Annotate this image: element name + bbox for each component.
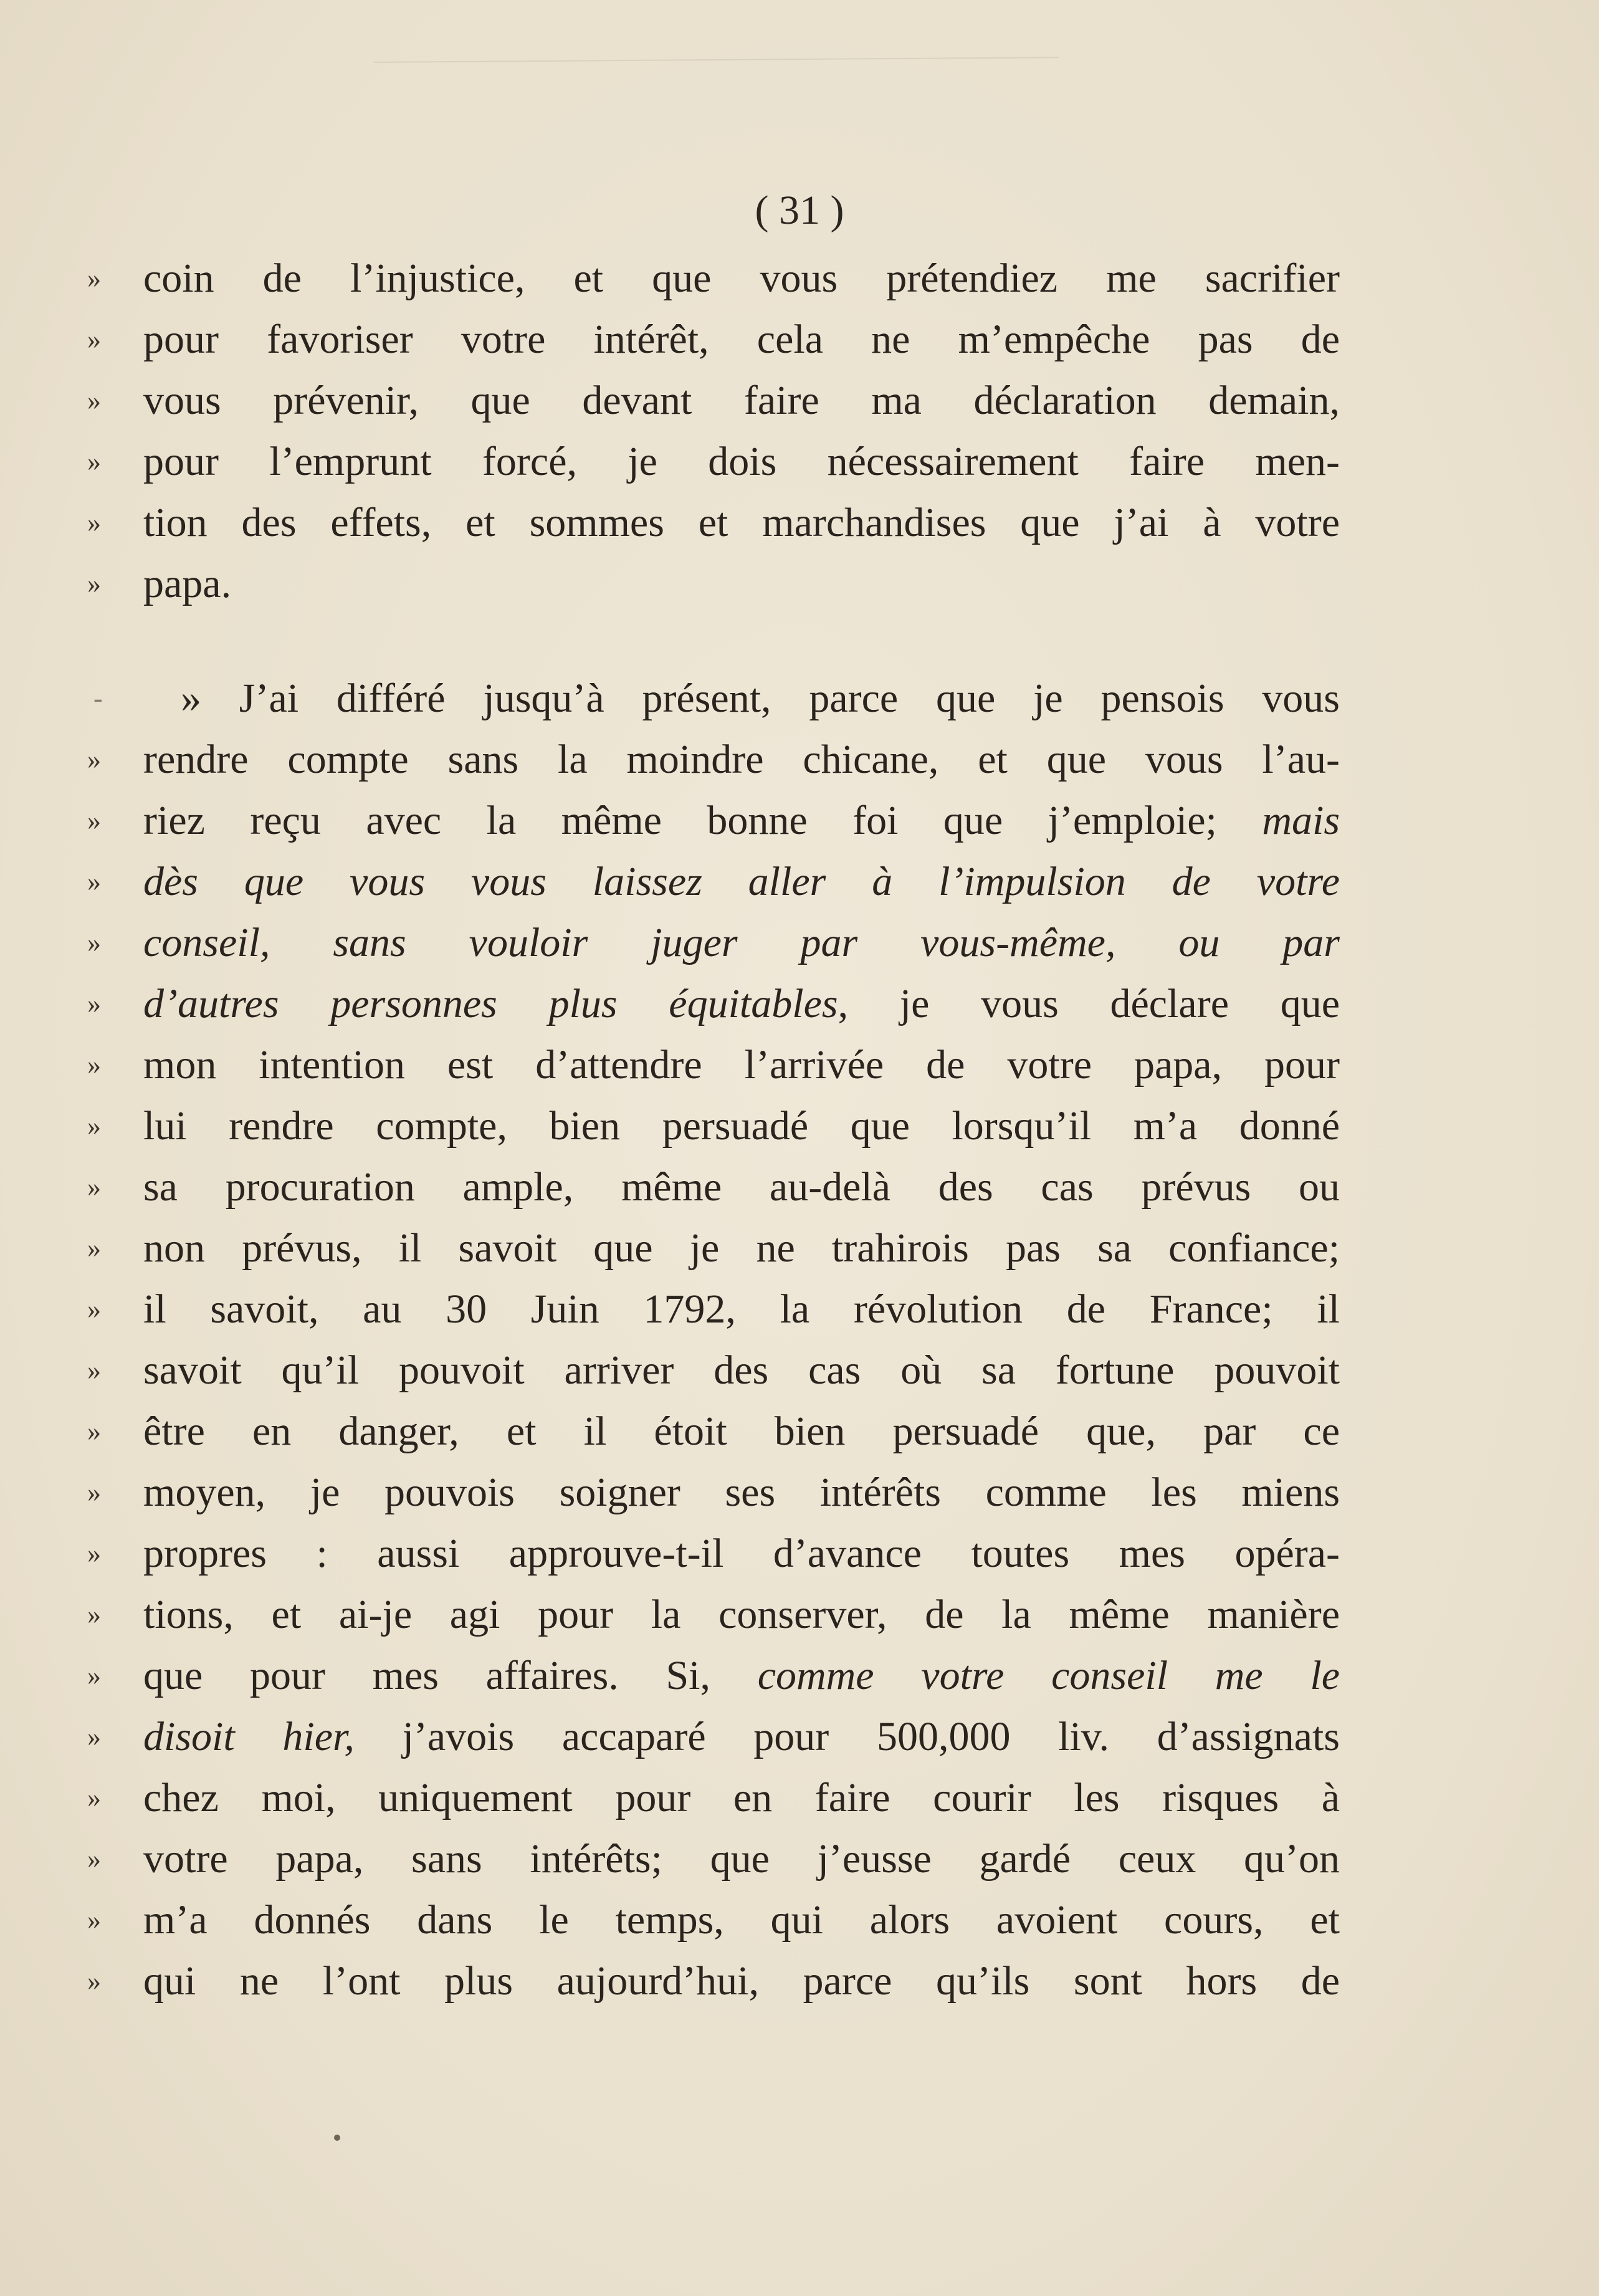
quote-mark: » <box>87 1233 101 1263</box>
text-line <box>87 1096 1340 1157</box>
quote-mark: » <box>87 1844 101 1874</box>
quote-mark: » <box>87 927 101 958</box>
italic-text: d’autres personnes plus équitables <box>143 981 838 1026</box>
text-line <box>87 309 1340 370</box>
text-line <box>87 553 1340 615</box>
quote-mark: » <box>87 1111 101 1141</box>
quote-mark: » <box>87 385 101 416</box>
body-text <box>87 248 1340 2012</box>
text-line <box>87 1279 1340 1340</box>
quote-mark: » <box>87 1721 101 1752</box>
text-line <box>87 973 1340 1035</box>
quote-mark: » <box>87 866 101 897</box>
italic-text: comme votre conseil me le <box>757 1653 1340 1698</box>
text-line <box>87 1951 1340 2012</box>
quote-mark: » <box>87 744 101 775</box>
line-text <box>143 912 1340 973</box>
line-text: mon intention est d’attendre l’arrivée de votre papa, pour <box>143 1042 1340 1088</box>
quote-mark: » <box>87 1538 101 1569</box>
italic-text: mais <box>1262 798 1340 843</box>
italic-text: conseil, sans vouloir juger par vous-même, ou par <box>143 920 1340 965</box>
line-text: tions, et ai-je agi pour la conserver, de la même manière <box>143 1592 1340 1637</box>
quote-mark: » <box>87 1416 101 1447</box>
text-line <box>87 431 1340 492</box>
page-number: ( 31 ) <box>755 188 844 233</box>
line-text: non prévus, il savoit que je ne trahirois pas sa confiance; <box>143 1225 1340 1271</box>
line-text: coin de l’injustice, et que vous prétendiez me sacrifier <box>143 256 1340 301</box>
line-text: propres : aussi approuve-t-il d’avance toutes mes opéra- <box>143 1531 1340 1576</box>
text-line <box>87 1645 1340 1706</box>
quote-mark: » <box>87 1599 101 1630</box>
roman-text: riez reçu avec la même bonne foi que j’emploie; <box>143 798 1217 843</box>
quote-mark: » <box>87 1782 101 1813</box>
text-line <box>87 1218 1340 1279</box>
line-text: votre papa, sans intérêts; que j’eusse gardé ceux qu’on <box>143 1836 1340 1882</box>
line-text: m’a donnés dans le temps, qui alors avoient cours, et <box>143 1897 1340 1943</box>
text-line <box>87 1767 1340 1829</box>
quote-mark: » <box>87 446 101 477</box>
quote-mark: » <box>87 1172 101 1202</box>
text-line <box>87 668 1340 729</box>
quote-mark: » <box>87 507 101 538</box>
line-text: chez moi, uniquement pour en faire courir les risques à <box>143 1775 1340 1820</box>
quote-mark: » <box>87 988 101 1019</box>
ink-speck <box>334 2135 340 2141</box>
text-line <box>87 1401 1340 1462</box>
roman-text: , je vous déclare que <box>838 981 1340 1026</box>
quote-mark: » <box>87 805 101 836</box>
line-text: pour favoriser votre intérêt, cela ne m’empêche pas de <box>143 317 1340 362</box>
line-text: tion des effets, et sommes et marchandises que j’ai à votre <box>143 500 1340 545</box>
quote-mark: » <box>87 1294 101 1324</box>
text-line <box>87 248 1340 309</box>
quote-mark: » <box>87 263 101 294</box>
italic-text: dès que vous vous laissez aller à l’impulsion de votre <box>143 859 1340 904</box>
line-text: pour l’emprunt forcé, je dois nécessairement faire men- <box>143 439 1340 484</box>
quote-mark: » <box>87 1905 101 1935</box>
line-text <box>143 1645 1340 1706</box>
line-text <box>143 790 1340 851</box>
text-line <box>87 1890 1340 1951</box>
line-text <box>143 851 1340 912</box>
text-line <box>87 790 1340 851</box>
text-line <box>87 1462 1340 1523</box>
line-text: sa procuration ample, même au-delà des cas prévus ou <box>143 1164 1340 1210</box>
italic-text: disoit hier, <box>143 1714 355 1759</box>
text-line <box>87 1157 1340 1218</box>
text-line <box>87 370 1340 431</box>
text-line <box>87 492 1340 553</box>
line-text <box>143 1706 1340 1767</box>
paper-fold-mark <box>374 57 1059 67</box>
line-text: moyen, je pouvois soigner ses intérêts comme les miens <box>143 1470 1340 1515</box>
margin-dash: - <box>93 683 103 714</box>
paragraph-gap <box>87 615 1340 668</box>
line-text: vous prévenir, que devant faire ma déclaration demain, <box>143 378 1340 423</box>
line-text: » J’ai différé jusqu’à présent, parce que je pensois vous <box>181 676 1340 721</box>
line-text: lui rendre compte, bien persuadé que lorsqu’il m’a donné <box>143 1103 1340 1149</box>
text-line <box>87 912 1340 973</box>
quote-mark: » <box>87 1966 101 1996</box>
line-text: papa. <box>143 561 232 606</box>
line-text: être en danger, et il étoit bien persuadé que, par ce <box>143 1409 1340 1454</box>
roman-text: j’avois accaparé pour 500,000 liv. d’assignats <box>402 1714 1340 1759</box>
text-line <box>87 851 1340 912</box>
text-line <box>87 1035 1340 1096</box>
quote-mark: » <box>87 1050 101 1080</box>
text-line <box>87 1829 1340 1890</box>
quote-mark: » <box>87 568 101 599</box>
roman-text: que pour mes affaires. Si, <box>143 1653 710 1698</box>
text-line <box>87 1706 1340 1767</box>
quote-mark: » <box>87 1477 101 1508</box>
text-line <box>87 1584 1340 1645</box>
text-line <box>87 729 1340 790</box>
text-line <box>87 1340 1340 1401</box>
line-text: qui ne l’ont plus aujourd’hui, parce qu’ils sont hors de <box>143 1958 1340 2004</box>
line-text: il savoit, au 30 Juin 1792, la révolution de France; il <box>143 1286 1340 1332</box>
quote-mark: » <box>87 1660 101 1691</box>
line-text: rendre compte sans la moindre chicane, et que vous l’au- <box>143 737 1340 782</box>
quote-mark: » <box>87 324 101 355</box>
text-line <box>87 1523 1340 1584</box>
line-text <box>143 973 1340 1035</box>
line-text: savoit qu’il pouvoit arriver des cas où sa fortune pouvoit <box>143 1347 1340 1393</box>
quote-mark: » <box>87 1355 101 1385</box>
